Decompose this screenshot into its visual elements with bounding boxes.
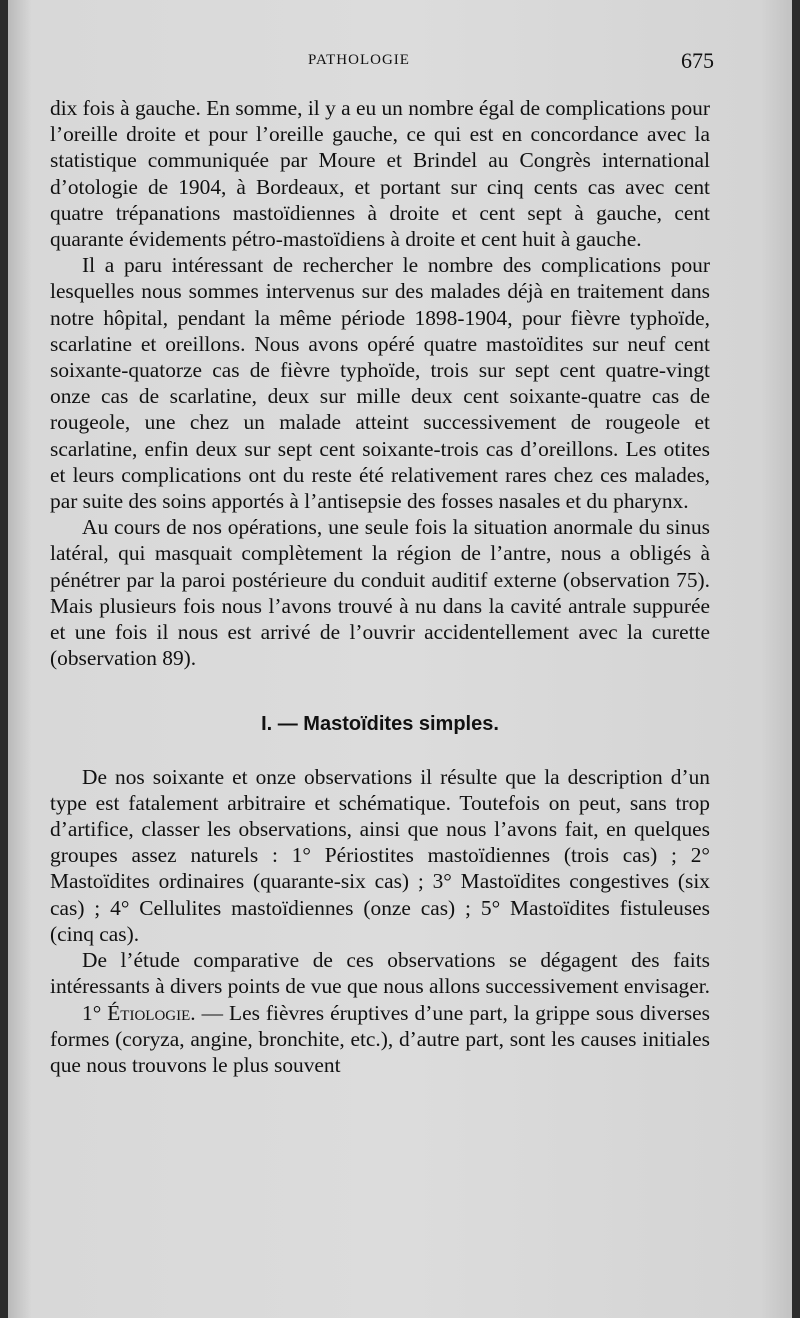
running-title: PATHOLOGIE [308,52,410,68]
subsection-label: 1° Étiologie. — [82,1000,224,1025]
paragraph: Il a paru intéressant de rechercher le nombre des complications pour lesquelles nous sommes intervenus sur des malades déjà en traitement dans notre hôpital, pendant la même période 1898-1904, pour fièvre typhoïde, scarlatine et oreillons. Nous avons opéré quatre mastoïdites sur neuf cent soixante-quatorze cas de fièvre typhoïde, trois sur sept cent quatre-vingt onze cas de scarlatine, deux sur mille deux cent soixante-quatre cas de rougeole, une chez un malade atteint successivement de rougeole et scarlatine, enfin deux sur sept cent soixante-trois cas d’oreillons. Les otites et leurs complications ont du reste été relativement rares chez ces malades, par suite des soins apportés à l’antisepsie des fosses nasales et du pharynx. [50,253,710,514]
body-text [50,95,710,1078]
paragraph [50,1000,710,1079]
paragraph: dix fois à gauche. En somme, il y a eu un nombre égal de complications pour l’oreille droite et pour l’oreille gauche, ce qui est en concordance avec la statistique communiquée par Moure et Brindel au Congrès international d’otologie de 1904, à Bordeaux, et portant sur cinq cents cas avec cent quatre trépanations mastoïdiennes à droite et cent sept à gauche, cent quarante évidements pétro-mastoïdiens à droite et cent huit à gauche. [50,96,710,252]
paragraph: De nos soixante et onze observations il résulte que la description d’un type est fatalement arbitraire et schématique. Toutefois on peut, sans trop d’artifice, classer les observations, ainsi que nous l’avons fait, en quelques groupes assez naturels : 1° Périostites mastoïdiennes (trois cas) ; 2° Mastoïdites ordinaires (quarante-six cas) ; 3° Mastoïdites congestives (six cas) ; 4° Cellulites mastoïdiennes (onze cas) ; 5° Mastoïdites fistuleuses (cinq cas). [50,764,710,946]
paragraph: De l’étude comparative de ces observations se dégagent des faits intéressants à divers points de vue que nous allons successivement envisager. [50,948,710,999]
page-header [8,48,792,82]
section-heading: I. — Mastoïdites simples. [261,713,499,736]
paragraph: Au cours de nos opérations, une seule fois la situation anormale du sinus latéral, qui masquait complètement la région de l’antre, nous a obligés à pénétrer par la paroi postérieure du conduit auditif externe (observation 75). Mais plusieurs fois nous l’avons trouvé à nu dans la cavité antrale suppurée et une fois il nous est arrivé de l’ouvrir accidentellement avec la curette (observation 89). [50,515,710,671]
page-number: 675 [681,48,714,73]
paragraph-text: Les fièvres éruptives d’une part, la grippe sous diverses formes (coryza, angine, bronchite, etc.), d’autre part, sont les causes initiales que nous trouvons le plus souvent [50,1000,710,1077]
book-page [8,0,792,1318]
